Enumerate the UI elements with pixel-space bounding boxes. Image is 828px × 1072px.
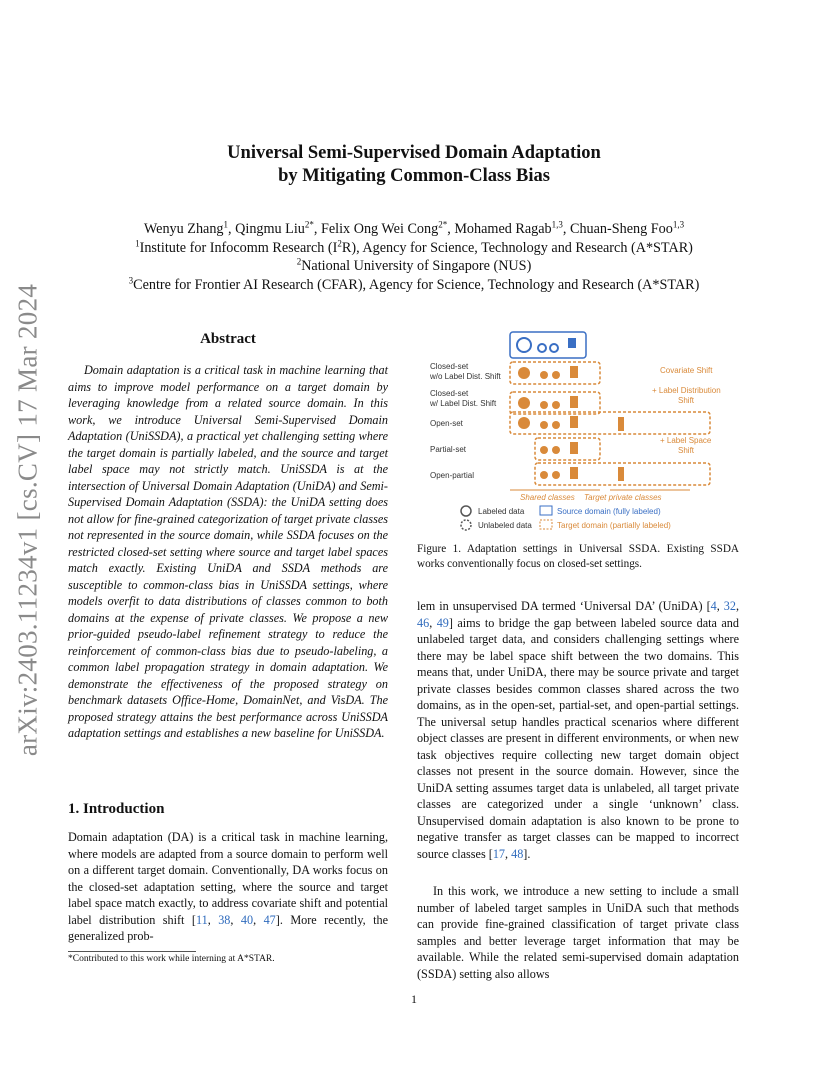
svg-text:+ Label Space: + Label Space [660, 436, 712, 445]
bike-icon [538, 344, 546, 352]
affiliation-2: $^2$National University of Singapore (NUS) [296, 256, 532, 274]
lamp-icon [618, 467, 624, 481]
abstract-heading: Abstract [200, 331, 256, 347]
citation-link[interactable]: 46 [417, 615, 430, 630]
svg-text:w/ Label Dist. Shift: w/ Label Dist. Shift [430, 399, 497, 408]
figure-caption: Figure 1. Adaptation settings in Universal SSDA. Existing SSDA works conventionally focus on closed-set settings. [417, 543, 739, 570]
footnote-rule [68, 951, 196, 952]
lamp-icon [618, 417, 624, 431]
svg-text:Labeled data: Labeled data [478, 507, 525, 516]
citation-link[interactable]: 32 [723, 599, 736, 613]
svg-text:Source domain (fully labeled): Source domain (fully labeled) [557, 507, 661, 516]
clock-icon [518, 367, 530, 379]
citation-link[interactable]: 49 [436, 615, 449, 630]
target-box-open-set [510, 412, 710, 434]
page-number: 1 [411, 992, 417, 1006]
chair-icon [570, 366, 578, 378]
svg-text:Target private classes: Target private classes [584, 493, 662, 502]
author-block [0, 220, 828, 294]
svg-text:+ Label Distribution: + Label Distribution [652, 386, 721, 395]
abstract-text: Domain adaptation is a critical task in machine learning that aims to improve model performance on a target domain by leveraging knowledge from a related source domain. In this work, we introduce Universal Semi-Supervised Domain Adaptation (UniSSDA), a practical yet challenging setting where the target domain is partially labeled, and the source and target label space may not strictly match. UniSSDA is at the intersection of Universal Domain Adaptation (UniDA) and Semi-Supervised Domain Adaptation (SSDA): the UniDA setting does not allow for fine-grained categorization of target private classes not represented in the source domain, while SSDA focuses on the restricted closed-set setting where source and target label spaces match exactly. Existing UniDA and SSDA methods are susceptible to common-class bias in UniSSDA settings, where models overfit to data distributions of classes common to both domains at the expense of private classes. We propose a new prior-guided pseudo-label refinement strategy to reduce the reinforcement of common-class bias due to pseudo-labeling, a common label propagation strategy in domain adaptation. We demonstrate the effectiveness of the proposed strategy on benchmark datasets Office-Home, DomainNet, and VisDA. The proposed strategy attains the best performance across UniSSDA adaptation settings and establishes a new baseline for UniSSDA. [68, 363, 388, 740]
citation-link[interactable]: 4 [710, 599, 717, 613]
figure-1-diagram [420, 330, 740, 535]
paper-title: Universal Semi-Supervised Domain Adaptation by Mitigating Common-Class Bias [227, 143, 601, 186]
citation-link[interactable]: 38 [218, 912, 231, 927]
svg-text:Target domain (partially label: Target domain (partially labeled) [557, 521, 671, 530]
figure-1 [420, 330, 740, 535]
svg-text:Open-partial: Open-partial [430, 471, 475, 480]
citation-link[interactable]: 40 [240, 912, 254, 927]
citation-link[interactable]: 11 [195, 912, 208, 927]
svg-text:Covariate Shift: Covariate Shift [660, 366, 713, 375]
citation-link[interactable]: 48 [511, 846, 524, 861]
svg-text:w/o Label Dist. Shift: w/o Label Dist. Shift [430, 372, 501, 381]
intro-paragraph-1-continued: lem in unsupervised DA termed ‘Universal DA’ (UniDA) [4, 32, 46, 49] aims to bridge the gap between labeled source data and unlabeled target data, and considers challenging settings where there may be label space shift between the two domains. This means that, under UniDA, there may be source private and target private classes besides common classes shared across the two domains, as in the open-set, partial-set, and open-partial settings. The universal setup handles practical scenarios where different object classes are present in different environments, or when new task objectives require collecting new target domain object classes not present in the source domain. However, since the UniDA setting assumes target data is unlabeled, all target private classes are categorized under a single ‘unknown’ class. Unsupervised domain adaptation is also known to be prone to negative transfer as target classes can be mapped to incorrect source classes [17, 48]. [417, 599, 740, 861]
author-names: Wenyu Zhang$^1$, Qingmu Liu$^{2*}$, Felix Ong Wei Cong$^{2*}$, Mohamed Ragab$^{1,3}$, Chuan-Sheng Foo$^{1,3}$ [143, 219, 685, 237]
svg-text:Open-set: Open-set [430, 419, 463, 428]
svg-text:Closed-set: Closed-set [430, 389, 469, 398]
svg-text:Unlabeled data: Unlabeled data [478, 521, 532, 530]
svg-text:Shared classes: Shared classes [520, 493, 575, 502]
affiliation-1: $^1$Institute for Infocomm Research $(I^2R)$, Agency for Science, Technology and Research (A*STAR) [135, 237, 693, 256]
footnote: *Contributed to this work while interning at A*STAR. [68, 954, 275, 964]
citation-link[interactable]: 17 [492, 846, 505, 861]
section-heading-introduction: 1. Introduction [68, 801, 165, 817]
chair-icon [568, 338, 576, 348]
clock-icon [517, 338, 531, 352]
svg-text:Shift: Shift [678, 396, 695, 405]
intro-paragraph-2: In this work, we introduce a new setting to include a small number of labeled target samples in UniDA such that methods can provide fine-grained classification of target private class samples and better leverage target information that may be available. While the related semi-supervised domain adaptation (SSDA) setting also allows [417, 884, 739, 981]
affiliation-3: $^3$Centre for Frontier AI Research (CFAR), Agency for Science, Technology and Research (A*STAR) [128, 274, 700, 293]
intro-paragraph-1: Domain adaptation (DA) is a critical task in machine learning, where models are adapted from a source domain to perform well on a different target domain. Conventionally, DA works focus on the closed-set adaptation setting, where the source and target label space match exactly, to address covariate shift and potential label distribution shift [11, 38, 40, 47]. More recently, the generalized prob- [68, 830, 388, 943]
svg-text:Shift: Shift [678, 446, 695, 455]
svg-text:Closed-set: Closed-set [430, 362, 469, 371]
svg-text:Partial-set: Partial-set [430, 445, 467, 454]
citation-link[interactable]: 47 [263, 912, 276, 927]
